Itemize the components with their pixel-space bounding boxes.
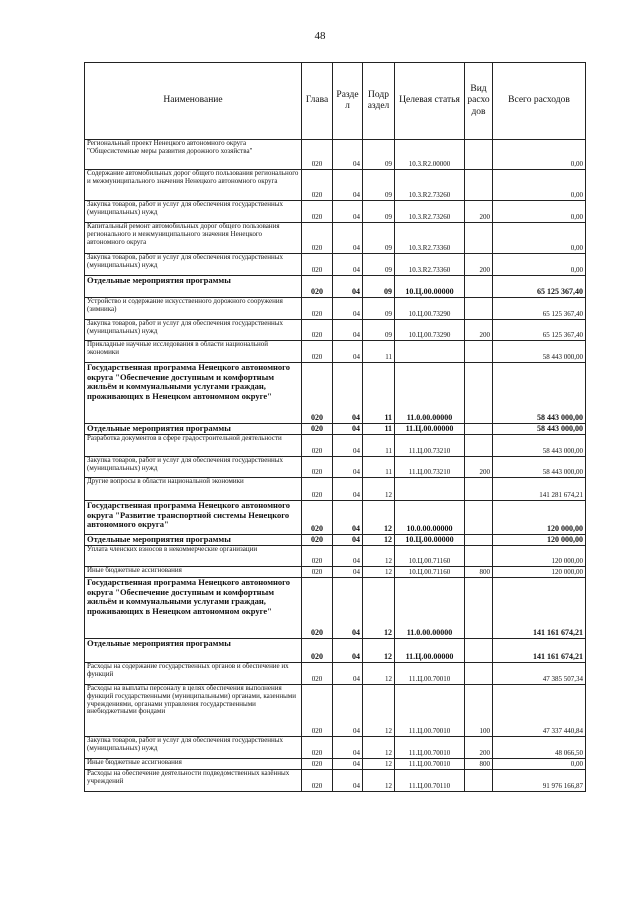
cell-vsego: 141 281 674,21 [493,478,586,501]
cell-podrazdel: 12 [363,685,395,737]
cell-vsego: 0,00 [493,170,586,201]
cell-glava: 020 [302,223,333,254]
cell-name: Уплата членских взносов в некоммерческие организации [85,546,302,567]
table-row [85,298,586,320]
cell-razdel: 04 [333,567,363,578]
cell-glava: 020 [302,341,333,363]
cell-podrazdel: 12 [363,578,395,639]
cell-name: Расходы на выплаты персоналу в целях обеспечения выполнения функций государственными (муниципальными) органами, казенными учреждениями, органами управления государственными внебюджетными фондами [85,685,302,737]
table-row [85,535,586,546]
cell-glava: 020 [302,298,333,320]
cell-tselevaya-statya: 11.Ц.00.00000 [395,639,465,663]
cell-razdel: 04 [333,363,363,424]
cell-glava: 020 [302,578,333,639]
table-body [85,140,586,792]
cell-glava: 020 [302,478,333,501]
cell-glava: 020 [302,435,333,457]
cell-name: Закупка товаров, работ и услуг для обеспечения государственных (муниципальных) нужд [85,254,302,276]
cell-tselevaya-statya: 10.Ц.00.73290 [395,320,465,341]
table-row [85,546,586,567]
cell-vsego: 120 000,00 [493,546,586,567]
cell-tselevaya-statya: 11.Ц.00.70010 [395,759,465,770]
cell-vsego: 0,00 [493,223,586,254]
cell-glava: 020 [302,254,333,276]
cell-vid-rashodov: 200 [465,320,493,341]
cell-vsego: 65 125 367,40 [493,298,586,320]
cell-vid-rashodov: 800 [465,759,493,770]
cell-razdel: 04 [333,478,363,501]
cell-tselevaya-statya: 10.3.R2.73260 [395,170,465,201]
cell-razdel: 04 [333,685,363,737]
cell-tselevaya-statya: 11.Ц.00.70010 [395,685,465,737]
cell-razdel: 04 [333,276,363,298]
cell-glava: 020 [302,457,333,478]
cell-vid-rashodov [465,424,493,435]
cell-vid-rashodov: 200 [465,201,493,223]
cell-vid-rashodov: 100 [465,685,493,737]
cell-podrazdel: 09 [363,298,395,320]
cell-podrazdel: 09 [363,201,395,223]
cell-glava: 020 [302,770,333,792]
cell-razdel: 04 [333,501,363,535]
cell-tselevaya-statya: 10.Ц.00.73290 [395,298,465,320]
cell-vsego: 47 385 507,34 [493,663,586,685]
cell-name: Закупка товаров, работ и услуг для обеспечения государственных (муниципальных) нужд [85,320,302,341]
cell-vid-rashodov [465,639,493,663]
cell-vsego: 58 443 000,00 [493,363,586,424]
budget-table [84,62,586,792]
cell-vsego: 0,00 [493,140,586,170]
cell-podrazdel: 12 [363,663,395,685]
cell-vid-rashodov [465,535,493,546]
cell-vid-rashodov [465,363,493,424]
table-row [85,578,586,639]
table-row [85,501,586,535]
cell-glava: 020 [302,170,333,201]
table-row [85,770,586,792]
cell-tselevaya-statya: 10.Ц.00.00000 [395,276,465,298]
cell-glava: 020 [302,737,333,759]
cell-glava: 020 [302,201,333,223]
cell-podrazdel: 12 [363,737,395,759]
cell-podrazdel: 09 [363,276,395,298]
cell-podrazdel: 11 [363,341,395,363]
header-glava: Глава [302,63,333,140]
cell-tselevaya-statya: 10.Ц.00.71160 [395,567,465,578]
cell-glava: 020 [302,639,333,663]
cell-razdel: 04 [333,759,363,770]
cell-podrazdel: 12 [363,478,395,501]
cell-podrazdel: 12 [363,535,395,546]
cell-vsego: 48 066,50 [493,737,586,759]
table-row [85,201,586,223]
cell-podrazdel: 09 [363,140,395,170]
cell-vid-rashodov [465,478,493,501]
cell-vid-rashodov [465,578,493,639]
cell-razdel: 04 [333,298,363,320]
table-row [85,685,586,737]
cell-tselevaya-statya: 10.0.00.00000 [395,501,465,535]
cell-vid-rashodov: 200 [465,457,493,478]
cell-podrazdel: 09 [363,170,395,201]
table-row [85,424,586,435]
header-name: Наименование [85,63,302,140]
table-row [85,639,586,663]
cell-vid-rashodov [465,663,493,685]
cell-podrazdel: 11 [363,424,395,435]
cell-vid-rashodov [465,546,493,567]
cell-vsego: 47 337 440,84 [493,685,586,737]
cell-tselevaya-statya [395,341,465,363]
cell-podrazdel: 09 [363,320,395,341]
cell-tselevaya-statya: 11.Ц.00.73210 [395,435,465,457]
header-razdel: Разде л [333,63,363,140]
table-row [85,435,586,457]
cell-name: Иные бюджетные ассигнования [85,567,302,578]
cell-glava: 020 [302,685,333,737]
cell-vsego: 120 000,00 [493,535,586,546]
table-row [85,457,586,478]
cell-glava: 020 [302,424,333,435]
cell-name: Отдельные мероприятия программы [85,535,302,546]
cell-glava: 020 [302,501,333,535]
page-number: 48 [314,30,326,42]
cell-tselevaya-statya: 10.3.R2.73260 [395,201,465,223]
cell-glava: 020 [302,567,333,578]
cell-tselevaya-statya: 10.3.R2.00000 [395,140,465,170]
cell-vsego: 65 125 367,40 [493,276,586,298]
cell-glava: 020 [302,140,333,170]
table-row [85,567,586,578]
cell-razdel: 04 [333,424,363,435]
cell-glava: 020 [302,320,333,341]
cell-tselevaya-statya [395,478,465,501]
cell-podrazdel: 11 [363,363,395,424]
cell-tselevaya-statya: 11.Ц.00.70010 [395,663,465,685]
cell-glava: 020 [302,276,333,298]
cell-tselevaya-statya: 11.Ц.00.70010 [395,737,465,759]
cell-name: Государственная программа Ненецкого автономного округа "Обеспечение доступным и комфортным жильём и коммунальными услугами граждан, проживающих в Ненецком автономном округе" [85,363,302,424]
table-row [85,759,586,770]
cell-podrazdel: 12 [363,639,395,663]
header-tselevaya-statya: Целевая статья [395,63,465,140]
cell-name: Государственная программа Ненецкого автономного округа "Обеспечение доступным и комфортным жильём и коммунальными услугами граждан, проживающих в Ненецком автономном округе" [85,578,302,639]
cell-name: Другие вопросы в области национальной экономики [85,478,302,501]
table-row [85,478,586,501]
table-row [85,223,586,254]
cell-vsego: 120 000,00 [493,567,586,578]
table-row [85,363,586,424]
table-row [85,276,586,298]
cell-glava: 020 [302,663,333,685]
cell-vid-rashodov [465,501,493,535]
cell-podrazdel: 12 [363,759,395,770]
cell-name: Отдельные мероприятия программы [85,424,302,435]
table-row [85,320,586,341]
cell-razdel: 04 [333,254,363,276]
cell-razdel: 04 [333,223,363,254]
cell-podrazdel: 12 [363,501,395,535]
cell-name: Разработка документов в сфере градостроительной деятельности [85,435,302,457]
cell-podrazdel: 12 [363,546,395,567]
cell-vsego: 120 000,00 [493,501,586,535]
cell-name: Капитальный ремонт автомобильных дорог общего пользования регионального и межмуниципального значения Ненецкого автономного округа [85,223,302,254]
cell-glava: 020 [302,759,333,770]
cell-vid-rashodov [465,298,493,320]
cell-name: Расходы на обеспечение деятельности подведомственных казённых учреждений [85,770,302,792]
cell-vsego: 58 443 000,00 [493,424,586,435]
cell-tselevaya-statya: 11.0.00.00000 [395,363,465,424]
cell-vsego: 0,00 [493,254,586,276]
cell-razdel: 04 [333,770,363,792]
cell-vsego: 58 443 000,00 [493,341,586,363]
cell-name: Закупка товаров, работ и услуг для обеспечения государственных (муниципальных) нужд [85,457,302,478]
cell-glava: 020 [302,546,333,567]
cell-name: Закупка товаров, работ и услуг для обеспечения государственных (муниципальных) нужд [85,737,302,759]
cell-tselevaya-statya: 10.3.R2.73360 [395,254,465,276]
cell-razdel: 04 [333,457,363,478]
cell-name: Устройство и содержание искусственного дорожного сооружения (зимника) [85,298,302,320]
cell-razdel: 04 [333,341,363,363]
cell-razdel: 04 [333,737,363,759]
table-header-row [85,63,586,140]
cell-vsego: 58 443 000,00 [493,457,586,478]
header-podrazdel: Подр аздел [363,63,395,140]
cell-name: Закупка товаров, работ и услуг для обеспечения государственных (муниципальных) нужд [85,201,302,223]
cell-tselevaya-statya: 11.Ц.00.70110 [395,770,465,792]
table-row [85,663,586,685]
cell-razdel: 04 [333,140,363,170]
cell-name: Прикладные научные исследования в области национальной экономики [85,341,302,363]
cell-podrazdel: 09 [363,254,395,276]
cell-razdel: 04 [333,201,363,223]
cell-vsego: 58 443 000,00 [493,435,586,457]
cell-podrazdel: 09 [363,223,395,254]
cell-razdel: 04 [333,546,363,567]
cell-podrazdel: 11 [363,435,395,457]
cell-vid-rashodov [465,140,493,170]
cell-vid-rashodov [465,170,493,201]
table-row [85,737,586,759]
cell-razdel: 04 [333,578,363,639]
cell-glava: 020 [302,363,333,424]
cell-razdel: 04 [333,663,363,685]
cell-vid-rashodov: 800 [465,567,493,578]
cell-tselevaya-statya: 11.0.00.00000 [395,578,465,639]
cell-razdel: 04 [333,535,363,546]
cell-podrazdel: 12 [363,770,395,792]
cell-razdel: 04 [333,639,363,663]
cell-name: Государственная программа Ненецкого автономного округа "Развитие транспортной системы Ненецкого автономного округа" [85,501,302,535]
cell-tselevaya-statya: 11.Ц.00.73210 [395,457,465,478]
table-row [85,140,586,170]
cell-vid-rashodov [465,276,493,298]
cell-razdel: 04 [333,435,363,457]
cell-vid-rashodov [465,435,493,457]
cell-vid-rashodov [465,770,493,792]
cell-razdel: 04 [333,170,363,201]
cell-vsego: 0,00 [493,201,586,223]
cell-glava: 020 [302,535,333,546]
cell-tselevaya-statya: 11.Ц.00.00000 [395,424,465,435]
cell-name: Региональный проект Ненецкого автономного округа "Общесистемные меры развития дорожного хозяйства" [85,140,302,170]
cell-vsego: 0,00 [493,759,586,770]
cell-vid-rashodov [465,341,493,363]
cell-tselevaya-statya: 10.Ц.00.71160 [395,546,465,567]
cell-vsego: 141 161 674,21 [493,578,586,639]
cell-tselevaya-statya: 10.3.R2.73360 [395,223,465,254]
cell-name: Отдельные мероприятия программы [85,276,302,298]
cell-vid-rashodov: 200 [465,254,493,276]
cell-podrazdel: 11 [363,457,395,478]
cell-vsego: 91 976 166,87 [493,770,586,792]
table-row [85,170,586,201]
cell-name: Расходы на содержание государственных органов и обеспечение их функций [85,663,302,685]
cell-name: Содержание автомобильных дорог общего пользования регионального и межмуниципального значения Ненецкого автономного округа [85,170,302,201]
cell-tselevaya-statya: 10.Ц.00.00000 [395,535,465,546]
table-row [85,341,586,363]
cell-vid-rashodov [465,223,493,254]
cell-vsego: 141 161 674,21 [493,639,586,663]
cell-podrazdel: 12 [363,567,395,578]
cell-razdel: 04 [333,320,363,341]
cell-name: Отдельные мероприятия программы [85,639,302,663]
table-row [85,254,586,276]
header-vsego: Всего расходов [493,63,586,140]
cell-name: Иные бюджетные ассигнования [85,759,302,770]
header-vid-rashodov: Вид расхо дов [465,63,493,140]
cell-vsego: 65 125 367,40 [493,320,586,341]
cell-vid-rashodov: 200 [465,737,493,759]
